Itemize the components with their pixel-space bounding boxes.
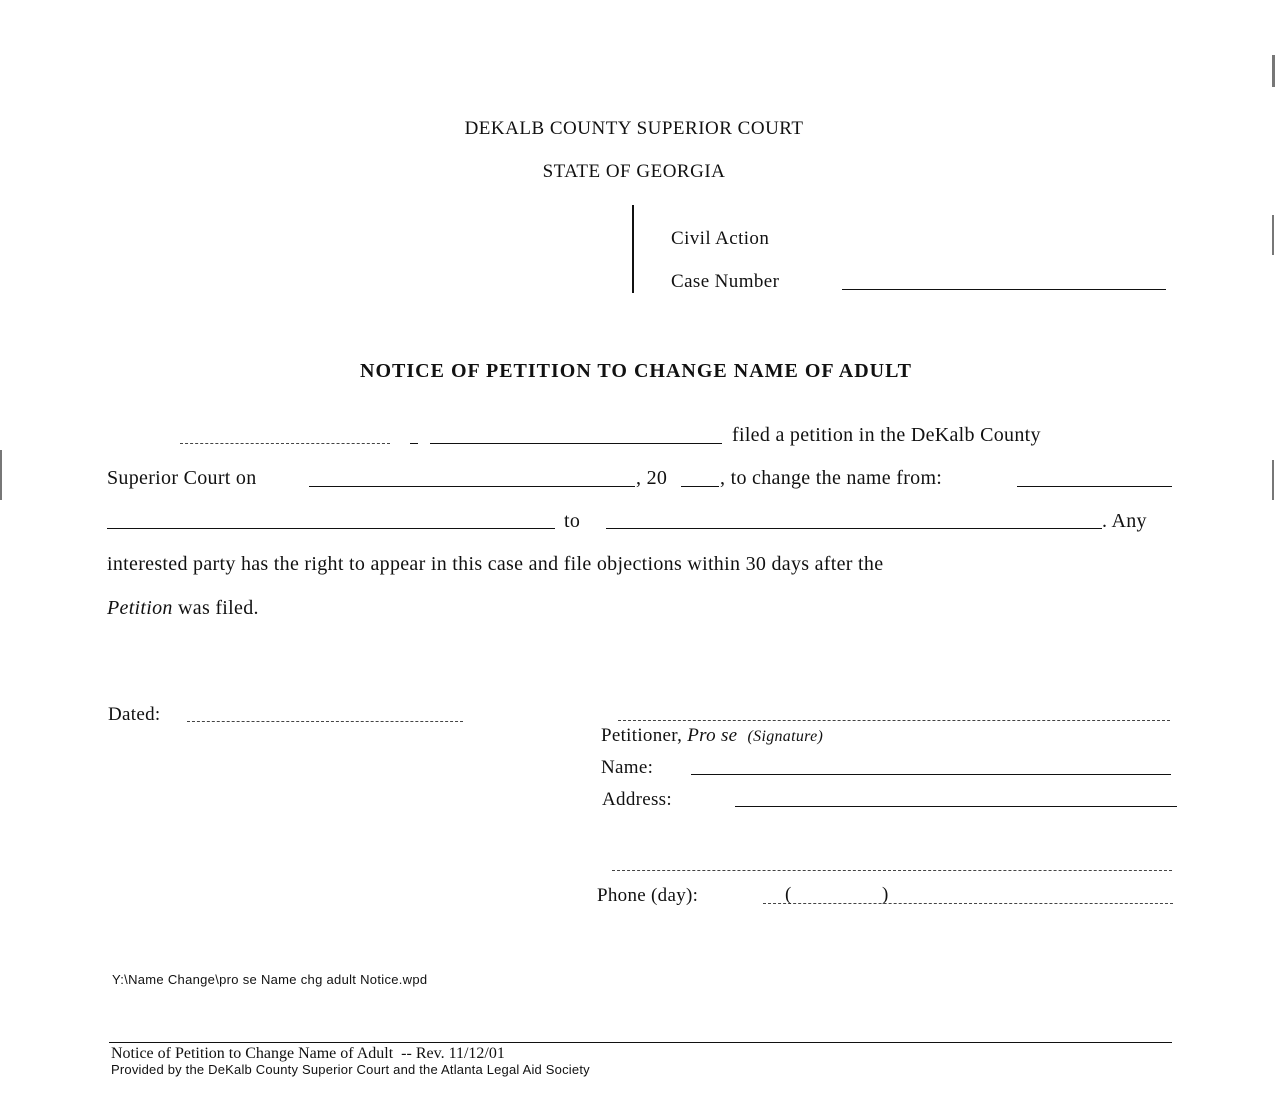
footer-title-text: Notice of Petition to Change Name of Adult [111,1045,394,1062]
dated-field[interactable] [187,721,463,722]
any-label: . Any [1102,510,1147,532]
scan-edge-mark [1272,460,1274,500]
petitioner-text: Petitioner, [601,725,683,746]
petitioner-last-name-field[interactable] [430,443,722,444]
state-name: STATE OF GEORGIA [542,161,726,182]
body-line-2-suffix: , to change the name from: [720,467,943,489]
scan-edge-mark [0,450,2,500]
scan-edge-mark [1272,215,1274,255]
footer-rule [109,1042,1172,1043]
pro-se-text: Pro se [687,725,738,746]
petition-italic: Petition [107,597,173,619]
signature-field[interactable] [618,720,1170,721]
year-field[interactable] [681,486,719,487]
old-name-field-part2[interactable] [107,528,555,529]
footer-provided-by: Provided by the DeKalb County Superior Court and the Atlanta Legal Aid Society [111,1062,590,1077]
body-line-1: filed a petition in the DeKalb County [732,424,1041,446]
court-name: DEKALB COUNTY SUPERIOR COURT [464,118,804,139]
phone-label: Phone (day): [597,885,699,906]
case-number-field[interactable] [842,289,1166,290]
phone-field[interactable] [763,903,1173,904]
case-number-label: Case Number [671,271,780,292]
phone-close-paren: ) [882,884,889,905]
address-field-line1[interactable] [735,806,1177,807]
body-line-4: interested party has the right to appear in this case and file objections within 30 days after the [107,553,884,575]
name-field[interactable] [691,774,1171,775]
address-field-line2[interactable] [612,870,1172,871]
body-line-5-rest: was filed. [178,597,259,619]
new-name-field[interactable] [606,528,1102,529]
year-prefix: , 20 [636,467,668,489]
filing-date-field[interactable] [309,486,635,487]
address-label: Address: [602,789,672,810]
phone-open-paren: ( [785,884,792,905]
name-separator-mark [410,443,418,444]
petitioner-first-name-field[interactable] [180,443,390,444]
file-path: Y:\Name Change\pro se Name chg adult Notice.wpd [112,972,428,987]
signature-note: (Signature) [747,728,824,745]
dated-label: Dated: [108,704,161,725]
civil-action-label: Civil Action [671,228,770,249]
body-line-5 [107,597,259,620]
petitioner-label [601,725,823,747]
caption-divider [632,205,634,293]
old-name-field-part1[interactable] [1017,486,1172,487]
footer-revision: -- Rev. 11/12/01 [401,1045,505,1062]
name-label: Name: [601,757,654,778]
body-line-2-prefix: Superior Court on [107,467,257,489]
footer-form-title [111,1045,505,1063]
form-title: NOTICE OF PETITION TO CHANGE NAME OF ADULT [360,360,912,382]
to-label: to [564,510,581,532]
